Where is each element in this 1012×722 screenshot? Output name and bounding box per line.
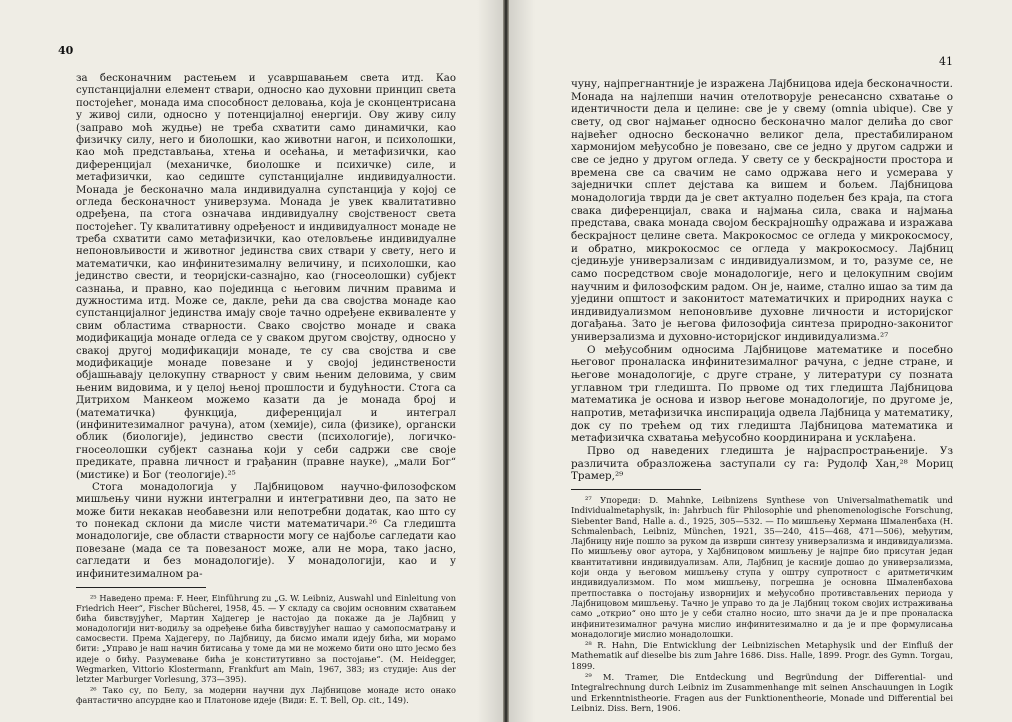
- footnote-divider: [571, 489, 701, 490]
- left-page: [0, 0, 503, 722]
- right-page: [509, 0, 1012, 722]
- page-number: 40: [58, 44, 74, 57]
- page-shadow: [477, 0, 503, 722]
- left-page-text: [76, 73, 456, 705]
- page-number: 41: [939, 55, 953, 68]
- body-text: [76, 73, 456, 581]
- paragraph: чуну, најпрегнантније је изражена Лајбницова идеја бесконачности. Монада на најлепши начин отелотворује ренесансно схватање о идентичности дела и целине: све је у свему (omnia ubique). Све у свету, од свог најмањег односно бесконачно малог делића до свог највећег односно бесконачно великог дела, престабилираном хармонијом међусобно је повезано, све се једно у другом садржи и све се једно у другом огледа. У свету се у бескрајности простора и времена све са свачим не само одржава него и усмерава у заједнички сплет дејстава ка вишем и бољем. Лајбницова монадологија тврди да је свет актуално подељен без краја, па стога свака диференцијал, свака и најмања сила, свака и најмања представа, свака монада својом бескрајношћу одражава и изражава бескрајност целине света. Макрокосмос се огледа у микрокосмосу, и обратно, микрокосмос се огледа у макрокосмосу. Лајбниц сједињује универзализам с индивидуализмом, и то, разуме се, не само посредством своје монадологије, него и целокупним својим научним и филозофским радом. Он је, наиме, стално ишао за тим да уједини општост и законитост математичких и природних наука с индивидуализмом непоновљиве духовне личности и историјског догађања. Зато је његова филозофија синтеза природно-законитог универзализма и духовно-историјског индивидуализма.²⁷: [571, 78, 953, 344]
- right-page-text: [571, 78, 953, 713]
- page-shadow: [509, 0, 535, 722]
- footnote: ²⁶ Тако су, по Белу, за модерни научни дух Лајбницове монаде исто онако фантастично апсурдне као и Платонове идеје (Види: E. T. Bell, Op. cit., 149).: [76, 684, 456, 705]
- body-text: [571, 78, 953, 483]
- footnote: ²⁵ Наведено према: F. Heer, Einführung zu „G. W. Leibniz, Auswahl und Einleitung von Friedrich Heer“, Fischer Bücherei, 1958, 45. — У складу са својим основним схватањем бића бивствујућег, Мартин Хајдегер је настојао да покаже да је Лајбниц у монадологији нит-водиљу за одређење бића бивствујућег нашао у самопосматрању и самосвести. Према Хајдегеру, по Лајбницу, да бисмо имали идеју бића, ми морамо бити: „Управо је наш начин битисања у томе да ми не можемо бити оно што јесмо без идеје о бићу. Разумевање бића је конститутивно за постојање“. (M. Heidegger, Wegmarken, Vittorio Klostermann, Frankfurt am Main, 1967, 383; из студије: Aus der letzter Marburger Vorlesung, 373—395).: [76, 593, 456, 684]
- footnotes: [76, 593, 456, 705]
- paragraph: Стога монадологија у Лајбницовом научно-филозофском мишљењу чини нужни интегрални и интегративни део, па зато не може бити некакав необавезни или непотребни додатак, као што су то понекад склони да мисле чисти математичари.²⁶ Са гледишта монадологије, све области стварности могу се најбоље сагледати као повезане (мада се та повезаност може, али не мора, тако јасно, сагледати и без монадологије). У монадологији, као и у инфинитезималном ра-: [76, 481, 456, 580]
- footnotes: [571, 495, 953, 713]
- footnote-divider: [76, 587, 206, 588]
- footnote: ²⁸ R. Hahn, Die Entwicklung der Leibnizischen Metaphysik und der Einfluß der Mathematik auf dieselbe bis zum Jahre 1686. Diss. Halle, 1899. Progr. des Gymn. Torgau, 1899.: [571, 640, 953, 671]
- footnote: ²⁹ M. Tramer, Die Entdeckung und Begründung der Differential- und Integralrechnung durch Leibniz im Zusammenhange mit seinen Anschauungen in Logik und Erkenntnistheorie. Fragen aus der Funktionentheorie, Monade und Differential bei Leibniz. Diss. Bern, 1906.: [571, 672, 953, 713]
- paragraph: О међусобним односима Лајбницове математике и посебно његовог проналаска инфинитезималног рачуна, с једне стране, и његове монадологије, с друге стране, у литератури су позната углавном три гледишта. По првоме од тих гледишта Лајбницова математика је основа и извор његове монадологије, по другоме је, напротив, метафизичка инспирација одвела Лајбница у математику, док су по трећем од тих гледишта Лајбницова математика и метафизичка схватања међусобно координирана и усклађена.: [571, 343, 953, 445]
- paragraph: за бесконачним растењем и усавршавањем света итд. Као супстанцијални елемент ствари, односно као духовни принцип света постојећег, монада има способност деловања, која је сконцентрисана у живој сили, односно у потенцијалној енергији. Ову живу силу (заправо моћ жудње) не треба схватити само динамички, као физичку силу, него и биолошки, као животни нагон, и психолошки, као моћ представљања, хтења и осећања, и метафизички, као диференцијал (механичке, биолошке и психичке) силе, и метафизички, као седиште супстанцијалне индивидуалности. Монада је бесконачно мала индивидуална супстанција у којој се огледа бесконачност универзума. Монада је увек квалитативно одређена, па стога означава индивидуалну својственост света постојећег. Ту квалитативну одређеност и индивидуалност монаде не треба схватити само метафизички, као отеловљење индивидуалне непоновљивости и животног јединства свих ствари у свету, него и математички, као инфинитезималну величину, и психолошки, као јединство свести, и теоријски-сазнајно, као (гносеолошки) субјект сазнања, и правно, као појединца с његовим личним правима и дужностима итд. Може се, дакле, рећи да сва својства монаде као супстанцијалног јединства имају своје тачно одређене еквиваленте у свим областима стварности. Свако својство монаде и свака модификација монаде огледа се у сваком другом својству, односно у свакој другој модификацији монаде, те су сва својства и све модификације монаде повезане и у својој јединствености објашњавају целокупну стварност у свим њеним деловима, у свим њеним видовима, и у целој њеној прошлости и будућности. Стога са Дитрихом Манкеом можемо казати да је монада број и (математичка) функција, диференцијал и интеграл (инфинитезималног рачуна), атом (хемије), сила (физике), органски облик (биологије), јединство свести (психологије), логичко-гносеолошки субјект сазнања који у себи садржи све своје предикате, правна личност и грађанин (правне науке), „мали Бог“ (мистике) и Бог (теологије).²⁵: [76, 73, 456, 481]
- paragraph: Прво од наведених гледишта је најраспрострањеније. Уз различита образложења заступали су га: Рудолф Хан,²⁸ Мориц Трамер,²⁹: [571, 445, 953, 483]
- footnote: ²⁷ Упореди: D. Mahnke, Leibnizens Synthese von Universalmathematik und Individualmetaphysik, in: Jahrbuch für Philosophie und phenomenologische Forschung, Siebenter Band, Halle a. d., 1925, 305—532. — По мишљењу Хермана Шмаленбаха (H. Schmalenbach, Leibniz, München, 1921, 35—240, 415—468, 471—506), међутим, Лајбницу није пошло за руком да изврши синтезу универзализма и индивидуализма. По мишљењу овог аутора, у Хајбницовом мишљењу је најпре био присутан један квантитативни индивидуализам. Али, Лајбниц је касније дошао до универзализма, који онда у његовом мишљењу ступа у оштру супротност с аритметичким индивидуализмом. По мом мишљењу, погрешна је основна Шмаленбахова претпоставка о постојању изворнијих и међусобно противстављених периода у Лајбницовом мишљењу. Тачно је управо то да је Лајбниц током својих истраживања само „открио“ оно што је у себи стално носио, што значи да је и пре проналаска инфинитезималног рачуна мислио инфинитезимално и да је и пре формулисања монадологије мислио монадолошки.: [571, 495, 953, 639]
